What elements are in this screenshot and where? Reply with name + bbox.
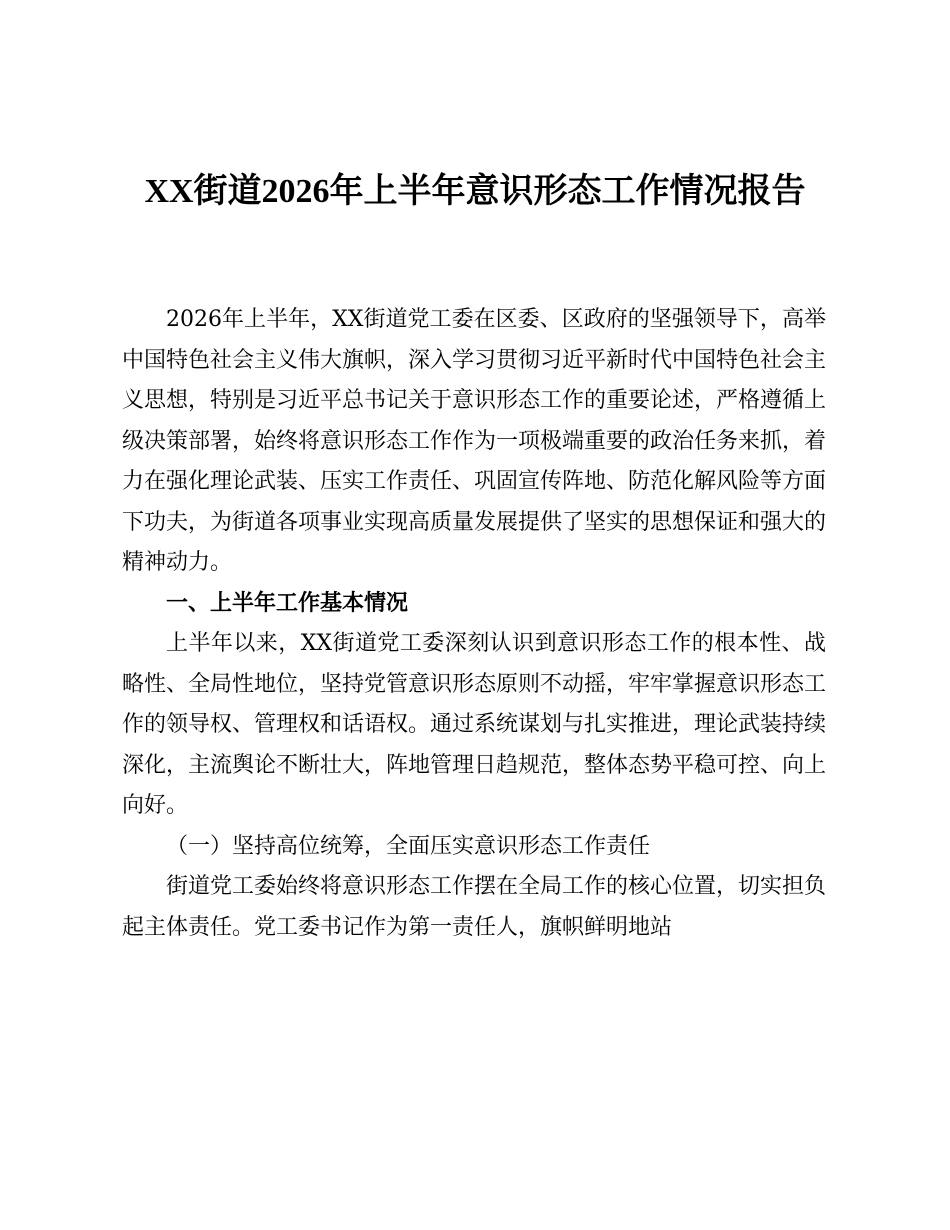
section-paragraph: 上半年以来，XX街道党工委深刻认识到意识形态工作的根本性、战略性、全局性地位，坚持党管意识形态原则不动摇，牢牢掌握意识形态工作的领导权、管理权和话语权。通过系统谋划与扎实推进，理论武装持续深化，主流舆论不断壮大，阵地管理日趋规范，整体态势平稳可控、向上向好。 <box>122 631 827 818</box>
section-heading: 一、上半年工作基本情况 <box>166 590 409 616</box>
intro-paragraph: 2026年上半年，XX街道党工委在区委、区政府的坚强领导下，高举中国特色社会主义伟大旗帜，深入学习贯彻习近平新时代中国特色社会主义思想，特别是习近平总书记关于意识形态工作的重要论述，严格遵循上级决策部署，始终将意识形态工作作为一项极端重要的政治任务来抓，着力在强化理论武装、压实工作责任、巩固宣传阵地、防范化解风险等方面下功夫，为街道各项事业实现高质量发展提供了坚实的思想保证和强大的精神动力。 <box>122 307 827 575</box>
subsection-heading: （一）坚持高位统筹，全面压实意识形态工作责任 <box>166 833 651 859</box>
document-body <box>122 300 826 948</box>
subsection-paragraph: 街道党工委始终将意识形态工作摆在全局工作的核心位置，切实担负起主体责任。党工委书记作为第一责任人，旗帜鲜明地站 <box>122 874 827 940</box>
document-title: XX街道2026年上半年意识形态工作情况报告 <box>144 173 806 210</box>
